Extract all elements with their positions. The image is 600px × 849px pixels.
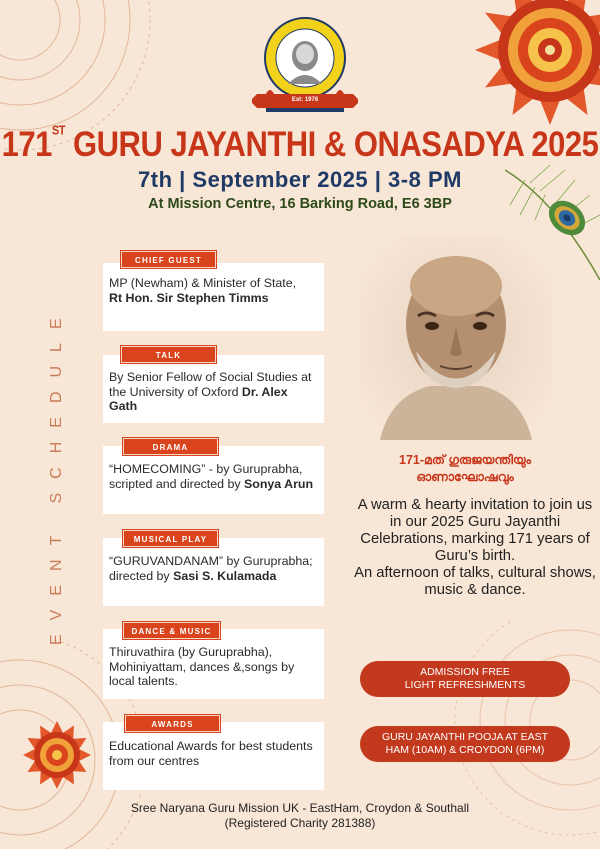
footer-organisation: Sree Naryana Guru Mission UK - EastHam, Croydon & Southall [130, 801, 470, 815]
card-text: By Senior Fellow of Social Studies at the University of Oxford [109, 370, 312, 399]
card-text: MP (Newham) & Minister of State, [109, 276, 297, 290]
title-ordinal: ST [51, 124, 65, 138]
schedule-card-musical-play [103, 538, 324, 606]
schedule-card-awards [103, 722, 324, 790]
card-text: “HOMECOMING” - by Guruprabha, scripted and directed by [109, 462, 303, 491]
invitation-paragraph-2: An afternoon of talks, cultural shows, music & dance. [354, 565, 596, 598]
event-venue: At Mission Centre, 16 Barking Road, E6 3BP [148, 196, 452, 212]
rangoli-flower-top-right [470, 0, 600, 130]
badge-chief-guest: CHIEF GUEST [121, 251, 216, 268]
rangoli-flower-bottom-left [22, 720, 92, 790]
card-text: Thiruvathira (by Guruprabha), Mohiniyattam, dances &,songs by local talents. [109, 645, 295, 688]
card-text: “GURUVANDANAM” by Guruprabha; directed by [109, 554, 313, 583]
guru-portrait [360, 236, 552, 440]
pill-line: ADMISSION FREE [420, 666, 510, 678]
card-bold-text: Sonya Arun [244, 476, 314, 491]
badge-dance-music: DANCE & MUSIC [123, 622, 220, 639]
schedule-card-chief-guest [103, 263, 324, 331]
pill-line: GURU JAYANTHI POOJA AT EAST [381, 731, 549, 743]
pill-line: LIGHT REFRESHMENTS [404, 679, 526, 691]
card-bold-text: Sasi S. Kulamada [173, 568, 277, 583]
pooja-pill [360, 726, 570, 762]
badge-drama: DRAMA [123, 438, 218, 455]
event-title [0, 124, 600, 165]
malayalam-line-1: 171-മത് ഗുരുജയന്തിയും [399, 453, 531, 467]
schedule-card-drama [103, 446, 324, 514]
mission-logo [252, 14, 358, 120]
title-text: GURU JAYANTHI & ONASADYA 2025 [64, 124, 599, 165]
footer [0, 801, 600, 831]
admission-pill [360, 661, 570, 697]
card-text: Educational Awards for best students from our centres [109, 739, 313, 768]
pill-line: HAM (10AM) & CROYDON (6PM) [385, 744, 545, 756]
malayalam-heading [350, 452, 580, 486]
invitation-paragraph: A warm & hearty invitation to join us in our 2025 Guru Jayanthi Celebrations, marking 171 years of Guru’s birth. [357, 497, 593, 564]
card-bold-text: Dr. Alex Gath [109, 384, 288, 413]
schedule-card-talk [103, 355, 324, 423]
card-bold-text: Rt Hon. Sir Stephen Timms [109, 290, 269, 305]
footer-charity-number: (Registered Charity 281388) [224, 816, 376, 830]
schedule-side-label: EVENT SCHEDULE [48, 304, 65, 646]
malayalam-line-2: ഓണാഘോഷവും [416, 470, 514, 484]
badge-musical-play: MUSICAL PLAY [123, 530, 218, 547]
title-number: 171 [1, 124, 52, 165]
badge-awards: AWARDS [125, 715, 220, 732]
badge-talk: TALK [121, 346, 216, 363]
invitation-text [350, 497, 600, 599]
event-date-time: 7th | September 2025 | 3-8 PM [138, 167, 462, 192]
logo-established: Est: 1976 [291, 97, 319, 103]
